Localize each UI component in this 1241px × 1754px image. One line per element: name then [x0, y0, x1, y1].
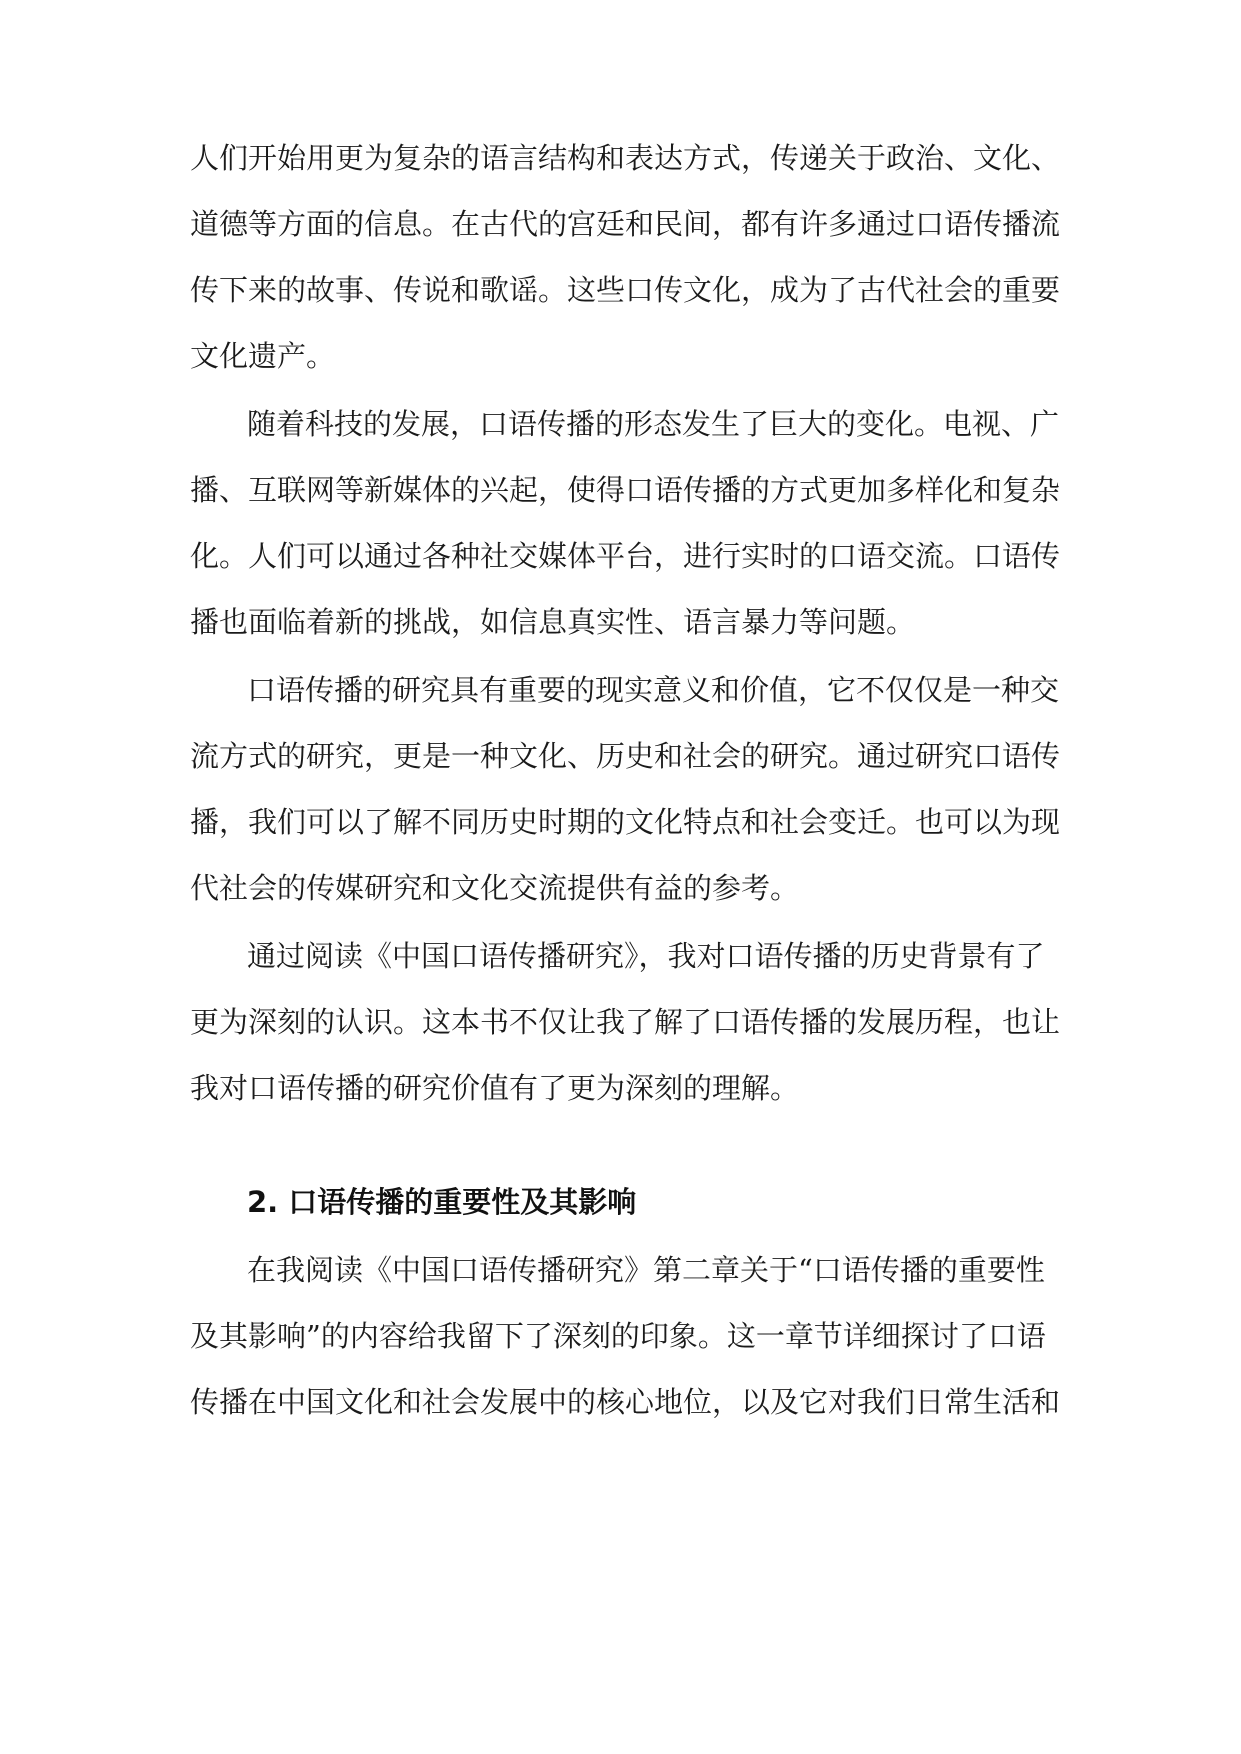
- paragraph-3-line-3: 播，我们可以了解不同历史时期的文化特点和社会变迁。也可以为现: [190, 805, 1061, 839]
- section-paragraph-line-3: 传播在中国文化和社会发展中的核心地位，以及它对我们日常生活和: [190, 1385, 1061, 1419]
- section-paragraph-line-2: 及其影响”的内容给我留下了深刻的印象。这一章节详细探讨了口语: [190, 1319, 1046, 1353]
- paragraph-3-line-1: 口语传播的研究具有重要的现实意义和价值，它不仅仅是一种交: [247, 673, 1060, 707]
- paragraph-4-line-3: 我对口语传播的研究价值有了更为深刻的理解。: [190, 1071, 800, 1105]
- paragraph-2-line-1: 随着科技的发展，口语传播的形态发生了巨大的变化。电视、广: [247, 407, 1060, 441]
- section-heading: 2. 口语传播的重要性及其影响: [247, 1185, 637, 1219]
- paragraph-4-line-2: 更为深刻的认识。这本书不仅让我了解了口语传播的发展历程，也让: [190, 1005, 1061, 1039]
- paragraph-3-line-4: 代社会的传媒研究和文化交流提供有益的参考。: [190, 871, 800, 905]
- paragraph-1-line-1: 人们开始用更为复杂的语言结构和表达方式，传递关于政治、文化、: [190, 141, 1061, 175]
- section-paragraph-line-1: 在我阅读《中国口语传播研究》第二章关于“口语传播的重要性: [247, 1253, 1045, 1287]
- paragraph-2-line-4: 播也面临着新的挑战，如信息真实性、语言暴力等问题。: [190, 605, 916, 639]
- paragraph-2-line-3: 化。人们可以通过各种社交媒体平台，进行实时的口语交流。口语传: [190, 539, 1061, 573]
- paragraph-1-line-4: 文化遗产。: [190, 339, 336, 373]
- paragraph-4-line-1: 通过阅读《中国口语传播研究》，我对口语传播的历史背景有了: [247, 939, 1045, 973]
- paragraph-2-line-2: 播、互联网等新媒体的兴起，使得口语传播的方式更加多样化和复杂: [190, 473, 1061, 507]
- paragraph-3-line-2: 流方式的研究，更是一种文化、历史和社会的研究。通过研究口语传: [190, 739, 1061, 773]
- paragraph-1-line-2: 道德等方面的信息。在古代的宫廷和民间，都有许多通过口语传播流: [190, 207, 1061, 241]
- paragraph-1-line-3: 传下来的故事、传说和歌谣。这些口传文化，成为了古代社会的重要: [190, 273, 1061, 307]
